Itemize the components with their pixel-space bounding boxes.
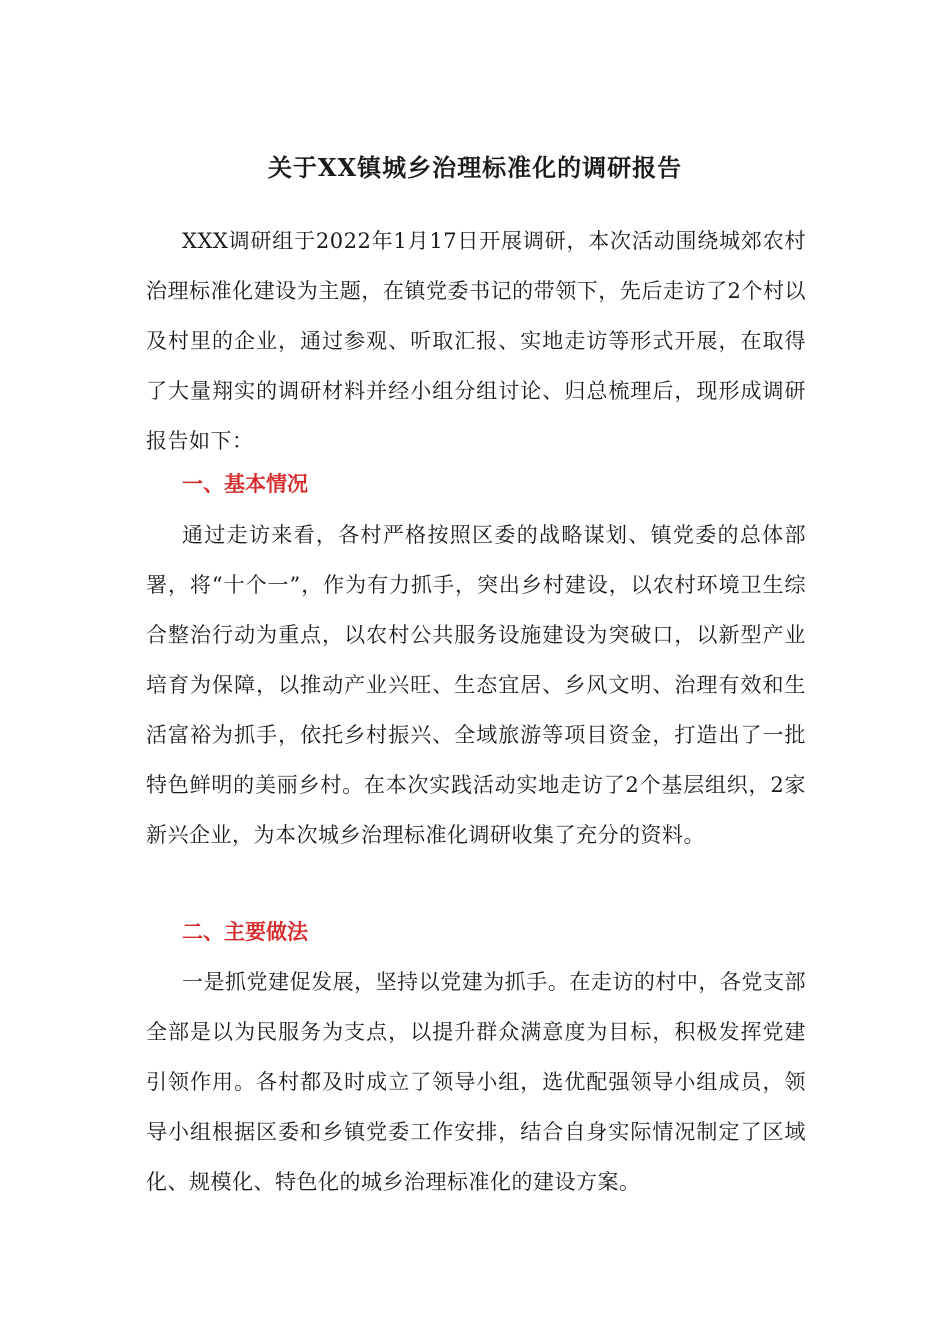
section-body-basic-situation: 通过走访来看，各村严格按照区委的战略谋划、镇党委的总体部署，将“十个一”，作为有力抓手，突出乡村建设，以农村环境卫生综合整治行动为重点，以农村公共服务设施建设为突破口，以新型产业培育为保障，以推动产业兴旺、生态宜居、乡风文明、治理有效和生活富裕为抓手，依托乡村振兴、全域旅游等项目资金，打造出了一批特色鲜明的美丽乡村。在本次实践活动实地走访了2个基层组织，2家新兴企业，为本次城乡治理标准化调研收集了充分的资料。 (146, 523, 806, 847)
section-heading-main-practices: 二、主要做法 (182, 919, 308, 944)
intro-paragraph: XXX调研组于2022年1月17日开展调研，本次活动围绕城郊农村治理标准化建设为主题，在镇党委书记的带领下，先后走访了2个村以及村里的企业，通过参观、听取汇报、实地走访等形式开展，在取得了大量翔实的调研材料并经小组分组讨论、归总梳理后，现形成调研报告如下： (146, 229, 806, 453)
section-heading-basic-situation: 一、基本情况 (182, 471, 308, 496)
section-body-main-practices: 一是抓党建促发展，坚持以党建为抓手。在走访的村中，各党支部全部是以为民服务为支点，以提升群众满意度为目标，积极发挥党建引领作用。各村都及时成立了领导小组，选优配强领导小组成员，领导小组根据区委和乡镇党委工作安排，结合自身实际情况制定了区域化、规模化、特色化的城乡治理标准化的建设方案。 (146, 970, 806, 1194)
document-title: 关于XX镇城乡治理标准化的调研报告 (267, 153, 683, 182)
